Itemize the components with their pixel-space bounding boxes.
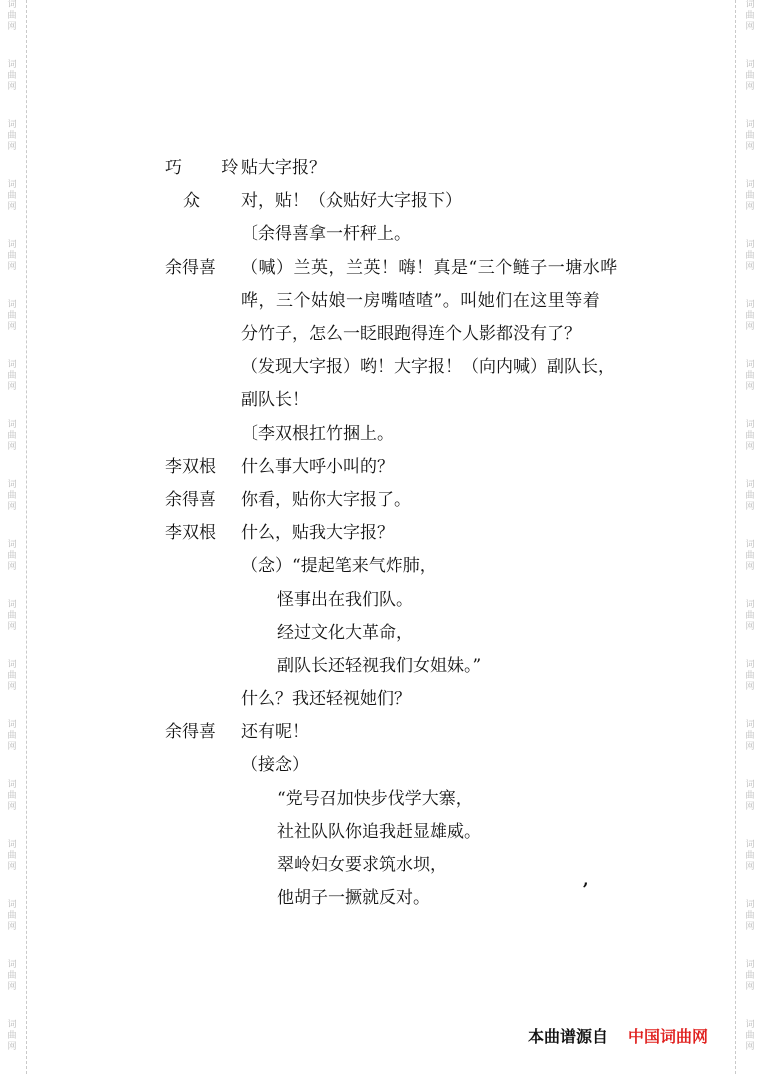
dialogue-text: 你看，贴你大字报了。 <box>241 489 411 510</box>
watermark-char: 曲 <box>7 971 17 981</box>
script-line <box>165 282 635 315</box>
watermark-char: 词 <box>7 600 17 610</box>
verse-line: （念）“提起笔来气炸肺， <box>241 556 437 577</box>
script-line <box>165 481 635 514</box>
watermark-char: 网 <box>745 562 755 572</box>
speaker-name: 众 <box>183 191 200 212</box>
watermark-unit <box>2 480 22 513</box>
watermark-char: 网 <box>745 862 755 872</box>
watermark-char: 网 <box>7 262 17 272</box>
watermark-char: 词 <box>745 240 755 250</box>
script-line <box>165 746 635 779</box>
speaker-name: 李双根 <box>165 523 216 544</box>
dialogue-text: （发现大字报）哟！大字报！（向内喊）副队长， <box>241 357 615 378</box>
watermark-unit <box>2 660 22 693</box>
script-line <box>165 448 635 481</box>
watermark-unit <box>740 840 760 873</box>
watermark-char: 网 <box>745 322 755 332</box>
watermark-char: 网 <box>745 802 755 812</box>
footer-site-name[interactable]: 中国词曲网 <box>628 1027 709 1046</box>
dialogue-text: 什么？我还轻视她们？ <box>241 689 411 710</box>
watermark-char: 网 <box>7 862 17 872</box>
left-watermark-column <box>2 0 22 1074</box>
watermark-char: 曲 <box>745 131 755 141</box>
watermark-char: 网 <box>7 562 17 572</box>
watermark-char: 网 <box>7 202 17 212</box>
verse-line: 副队长还轻视我们女姐妹。” <box>277 655 482 676</box>
watermark-unit <box>2 420 22 453</box>
watermark-char: 曲 <box>7 791 17 801</box>
watermark-char: 网 <box>7 622 17 632</box>
speaker-name: 余得喜 <box>165 257 216 278</box>
watermark-char: 词 <box>745 540 755 550</box>
watermark-char: 网 <box>745 742 755 752</box>
watermark-char: 网 <box>7 442 17 452</box>
script-line <box>165 215 635 248</box>
stage-direction: 〔余得喜拿一杆秤上。 <box>241 224 411 245</box>
verse-line: “党号召加快步伐学大寨， <box>277 788 473 809</box>
watermark-char: 曲 <box>745 431 755 441</box>
watermark-unit <box>2 120 22 153</box>
watermark-char: 曲 <box>745 911 755 921</box>
watermark-char: 网 <box>7 682 17 692</box>
watermark-char: 网 <box>7 502 17 512</box>
watermark-unit <box>740 420 760 453</box>
watermark-unit <box>740 660 760 693</box>
watermark-unit <box>2 540 22 573</box>
watermark-char: 词 <box>7 420 17 430</box>
dialogue-text: 贴大字报？ <box>241 158 326 179</box>
watermark-char: 网 <box>745 982 755 992</box>
watermark-char: 曲 <box>7 11 17 21</box>
right-page-border <box>735 0 736 1074</box>
speaker-name: 李双根 <box>165 456 216 477</box>
watermark-char: 曲 <box>745 311 755 321</box>
script-line <box>165 315 635 348</box>
watermark-char: 词 <box>7 300 17 310</box>
watermark-char: 曲 <box>7 131 17 141</box>
watermark-char: 曲 <box>745 371 755 381</box>
watermark-char: 网 <box>745 22 755 32</box>
script-line <box>165 415 635 448</box>
watermark-unit <box>2 360 22 393</box>
script-line <box>165 547 635 580</box>
watermark-char: 网 <box>745 382 755 392</box>
script-line <box>165 182 635 215</box>
watermark-char: 曲 <box>745 251 755 261</box>
watermark-unit <box>2 600 22 633</box>
watermark-char: 词 <box>745 0 755 10</box>
watermark-char: 词 <box>745 600 755 610</box>
watermark-char: 网 <box>745 262 755 272</box>
watermark-unit <box>2 840 22 873</box>
watermark-char: 词 <box>745 1020 755 1030</box>
watermark-char: 词 <box>7 720 17 730</box>
watermark-char: 曲 <box>7 371 17 381</box>
watermark-char: 词 <box>7 480 17 490</box>
dialogue-text: 哗，三个姑娘一房嘴喳喳”。叫她们在这里等着 <box>241 290 601 311</box>
script-line <box>165 614 635 647</box>
watermark-char: 词 <box>7 240 17 250</box>
watermark-char: 曲 <box>745 971 755 981</box>
watermark-char: 词 <box>7 360 17 370</box>
watermark-char: 曲 <box>745 11 755 21</box>
script-line <box>165 813 635 846</box>
verse-line: 翠岭妇女要求筑水坝， <box>277 855 447 876</box>
watermark-char: 曲 <box>745 851 755 861</box>
dialogue-text: 还有呢！ <box>241 722 309 743</box>
watermark-char: 词 <box>7 1020 17 1030</box>
script-line <box>165 381 635 414</box>
watermark-char: 网 <box>7 382 17 392</box>
verse-line: 怪事出在我们队。 <box>277 589 413 610</box>
script-line <box>165 249 635 282</box>
script-line <box>165 149 635 182</box>
watermark-char: 曲 <box>7 611 17 621</box>
watermark-char: 词 <box>7 660 17 670</box>
watermark-char: 曲 <box>7 71 17 81</box>
watermark-char: 词 <box>745 60 755 70</box>
watermark-char: 曲 <box>7 251 17 261</box>
watermark-char: 词 <box>745 360 755 370</box>
dialogue-text: 什么，贴我大字报？ <box>241 523 394 544</box>
watermark-unit <box>2 0 22 33</box>
watermark-unit <box>740 720 760 753</box>
watermark-char: 网 <box>745 202 755 212</box>
verse-line: 社社队队你追我赶显雄威。 <box>277 821 481 842</box>
watermark-unit <box>740 0 760 33</box>
watermark-char: 词 <box>745 900 755 910</box>
watermark-unit <box>2 780 22 813</box>
left-page-border <box>26 0 27 1074</box>
watermark-char: 词 <box>7 180 17 190</box>
watermark-unit <box>740 240 760 273</box>
watermark-unit <box>2 900 22 933</box>
speaker-name: 余得喜 <box>165 722 216 743</box>
watermark-char: 曲 <box>745 71 755 81</box>
dialogue-text: （喊）兰英，兰英！嗨！真是“三个鲢子一塘水哗 <box>241 257 618 278</box>
script-line <box>165 680 635 713</box>
watermark-unit <box>2 960 22 993</box>
watermark-char: 词 <box>745 960 755 970</box>
watermark-char: 曲 <box>745 791 755 801</box>
watermark-char: 曲 <box>745 191 755 201</box>
watermark-char: 词 <box>7 780 17 790</box>
watermark-char: 词 <box>7 900 17 910</box>
watermark-char: 曲 <box>7 191 17 201</box>
watermark-char: 网 <box>745 442 755 452</box>
watermark-unit <box>2 240 22 273</box>
watermark-char: 词 <box>7 60 17 70</box>
watermark-unit <box>740 600 760 633</box>
watermark-unit <box>740 60 760 93</box>
watermark-unit <box>2 180 22 213</box>
watermark-char: 曲 <box>7 431 17 441</box>
watermark-unit <box>2 720 22 753</box>
watermark-unit <box>740 1020 760 1053</box>
stray-punctuation-mark: , <box>583 870 589 889</box>
speaker-name: 余得喜 <box>165 489 216 510</box>
script-line <box>165 580 635 613</box>
speaker-name: 巧 玲 <box>165 158 256 179</box>
watermark-char: 曲 <box>7 731 17 741</box>
watermark-char: 词 <box>745 480 755 490</box>
watermark-unit <box>740 780 760 813</box>
watermark-char: 网 <box>745 142 755 152</box>
watermark-char: 曲 <box>7 671 17 681</box>
script-line <box>165 348 635 381</box>
watermark-char: 网 <box>7 22 17 32</box>
script-line <box>165 846 635 879</box>
watermark-char: 曲 <box>745 671 755 681</box>
watermark-unit <box>2 1020 22 1053</box>
watermark-char: 词 <box>745 120 755 130</box>
watermark-char: 曲 <box>7 311 17 321</box>
watermark-char: 曲 <box>745 1031 755 1041</box>
watermark-char: 词 <box>7 540 17 550</box>
watermark-char: 网 <box>7 742 17 752</box>
watermark-unit <box>740 180 760 213</box>
watermark-char: 曲 <box>745 491 755 501</box>
watermark-char: 网 <box>7 322 17 332</box>
watermark-char: 曲 <box>7 551 17 561</box>
stage-direction: 〔李双根扛竹捆上。 <box>241 423 394 444</box>
watermark-char: 词 <box>745 780 755 790</box>
verse-line: 他胡子一撅就反对。 <box>277 888 430 909</box>
watermark-char: 曲 <box>745 551 755 561</box>
footer-source-label: 本曲谱源自 <box>528 1027 609 1046</box>
watermark-char: 词 <box>7 0 17 10</box>
watermark-unit <box>740 480 760 513</box>
watermark-char: 网 <box>745 502 755 512</box>
watermark-char: 网 <box>7 142 17 152</box>
watermark-unit <box>740 960 760 993</box>
watermark-char: 曲 <box>7 851 17 861</box>
watermark-char: 词 <box>7 840 17 850</box>
dialogue-text: 副队长！ <box>241 390 309 411</box>
watermark-char: 词 <box>745 840 755 850</box>
watermark-unit <box>740 900 760 933</box>
script-line <box>165 647 635 680</box>
watermark-char: 词 <box>745 300 755 310</box>
watermark-char: 曲 <box>7 911 17 921</box>
watermark-char: 曲 <box>745 731 755 741</box>
watermark-char: 词 <box>7 960 17 970</box>
script-body <box>165 149 635 912</box>
right-watermark-column <box>740 0 760 1074</box>
watermark-char: 网 <box>7 982 17 992</box>
watermark-unit <box>740 540 760 573</box>
watermark-char: 网 <box>7 802 17 812</box>
watermark-char: 词 <box>7 120 17 130</box>
watermark-char: 曲 <box>7 1031 17 1041</box>
watermark-unit <box>740 120 760 153</box>
script-line <box>165 780 635 813</box>
stage-direction: （接念） <box>241 755 309 776</box>
watermark-unit <box>2 300 22 333</box>
dialogue-text: 什么事大呼小叫的？ <box>241 456 394 477</box>
dialogue-text: 分竹子，怎么一眨眼跑得连个人影都没有了？ <box>241 324 581 345</box>
verse-line: 经过文化大革命， <box>277 622 413 643</box>
watermark-char: 词 <box>745 660 755 670</box>
watermark-char: 网 <box>745 622 755 632</box>
watermark-char: 曲 <box>7 491 17 501</box>
watermark-unit <box>740 300 760 333</box>
watermark-char: 网 <box>7 1042 17 1052</box>
watermark-char: 网 <box>745 1042 755 1052</box>
watermark-char: 词 <box>745 420 755 430</box>
watermark-unit <box>740 360 760 393</box>
script-line <box>165 713 635 746</box>
dialogue-text: 对，贴！（众贴好大字报下） <box>241 191 462 212</box>
watermark-char: 网 <box>7 82 17 92</box>
script-line <box>165 879 635 912</box>
script-line <box>165 514 635 547</box>
footer-credit <box>528 1024 708 1047</box>
watermark-char: 网 <box>745 82 755 92</box>
watermark-char: 网 <box>745 682 755 692</box>
watermark-char: 网 <box>745 922 755 932</box>
watermark-unit <box>2 60 22 93</box>
watermark-char: 词 <box>745 720 755 730</box>
watermark-char: 曲 <box>745 611 755 621</box>
watermark-char: 网 <box>7 922 17 932</box>
watermark-char: 词 <box>745 180 755 190</box>
